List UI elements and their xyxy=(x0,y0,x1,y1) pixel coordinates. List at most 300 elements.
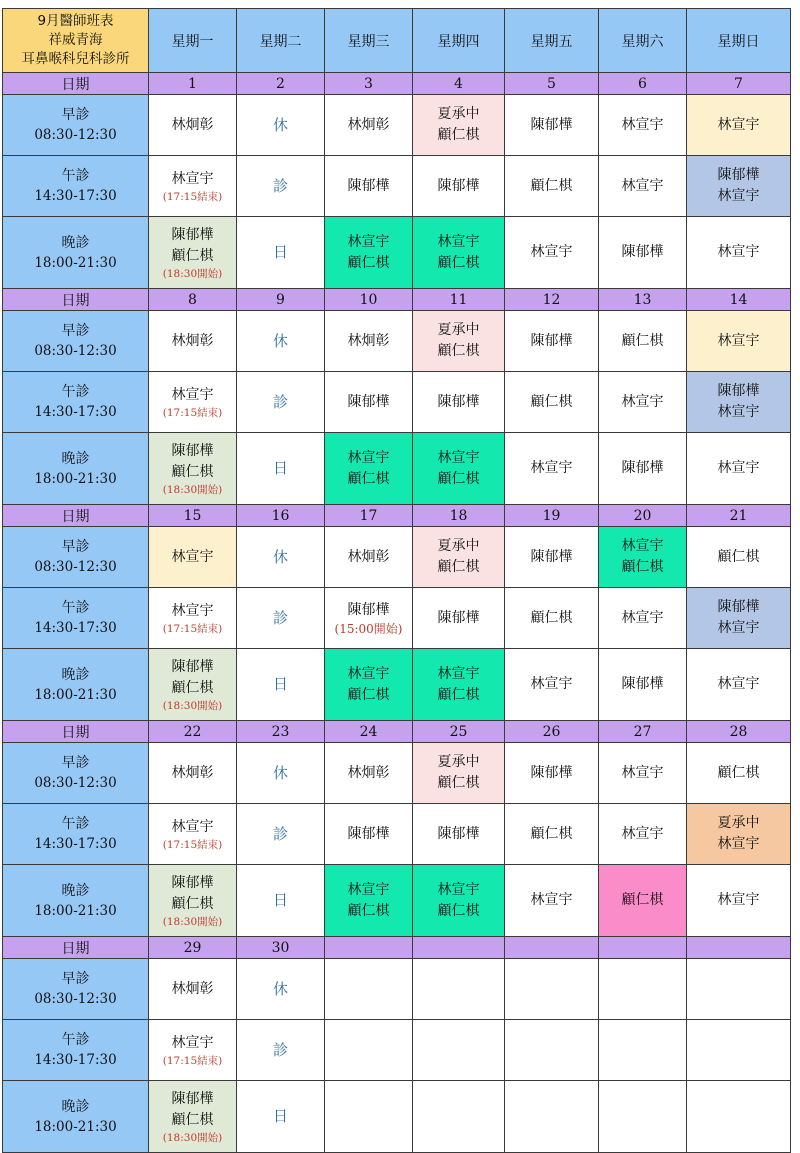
schedule-cell xyxy=(237,865,325,937)
doctor-name: 顧仁棋 xyxy=(530,177,573,194)
session-name: 晚診 xyxy=(61,234,90,251)
doctor-name: 陳郁樺 xyxy=(621,676,664,692)
doctor-name: 顧仁棋 xyxy=(530,393,573,410)
schedule-cell xyxy=(325,804,413,865)
session-label-cell xyxy=(3,743,149,804)
weekday-header-wed: 星期三 xyxy=(325,9,413,73)
session-time: 18:00-21:30 xyxy=(34,686,117,703)
doctor-name: 林宣宇 xyxy=(530,244,573,260)
schedule-cell xyxy=(413,527,505,588)
date-number: 14 xyxy=(687,289,791,311)
schedule-cell xyxy=(505,311,599,372)
date-number: 2 xyxy=(237,73,325,95)
schedule-cell xyxy=(149,433,237,505)
doctor-name: 陳郁樺 xyxy=(347,393,390,410)
schedule-cell xyxy=(505,1081,599,1153)
doctor-name: 林宣宇 xyxy=(347,449,390,466)
date-label: 日期 xyxy=(3,73,149,95)
doctor-name: 顧仁棋 xyxy=(717,548,760,565)
schedule-cell xyxy=(325,959,413,1020)
schedule-cell xyxy=(237,1081,325,1153)
doctor-name: 陳郁樺 xyxy=(437,825,480,842)
session-row xyxy=(3,743,791,804)
schedule-cell xyxy=(149,959,237,1020)
doctor-name: 顧仁棋 xyxy=(437,686,480,703)
session-time: 18:00-21:30 xyxy=(34,902,117,919)
schedule-cell xyxy=(413,865,505,937)
schedule-cell xyxy=(325,865,413,937)
schedule-cell xyxy=(687,1081,791,1153)
doctor-name: 林宣宇 xyxy=(717,188,760,204)
date-number: 28 xyxy=(687,721,791,743)
doctor-name: 陳郁樺 xyxy=(347,177,390,194)
doctor-name: 林宣宇 xyxy=(717,332,760,349)
schedule-cell xyxy=(687,959,791,1020)
doctor-name: 林宣宇 xyxy=(171,1034,214,1051)
schedule-cell xyxy=(413,156,505,217)
session-label-cell xyxy=(3,804,149,865)
schedule-cell xyxy=(413,959,505,1020)
date-row xyxy=(3,937,791,959)
doctor-name: 林宣宇 xyxy=(347,233,390,250)
date-row xyxy=(3,721,791,743)
doctor-name: 夏承中 xyxy=(437,106,480,122)
schedule-cell xyxy=(687,95,791,156)
doctor-name: 林宣宇 xyxy=(171,602,214,619)
schedule-cell xyxy=(687,372,791,433)
schedule-cell xyxy=(237,217,325,289)
doctor-name: 林宣宇 xyxy=(171,386,214,403)
doctor-name: 顧仁棋 xyxy=(171,1111,214,1128)
closed-day-char: 診 xyxy=(272,392,288,411)
date-number: 27 xyxy=(599,721,687,743)
schedule-cell xyxy=(599,743,687,804)
doctor-name: 林宣宇 xyxy=(347,665,390,682)
closed-day-char: 日 xyxy=(272,243,288,261)
date-number: 4 xyxy=(413,73,505,95)
time-note: (18:30開始) xyxy=(162,1131,223,1144)
schedule-cell xyxy=(505,865,599,937)
doctor-name: 林宣宇 xyxy=(717,460,760,476)
session-label-cell xyxy=(3,1081,149,1153)
schedule-cell xyxy=(149,311,237,372)
schedule-cell xyxy=(413,743,505,804)
date-number: 30 xyxy=(237,937,325,959)
session-row xyxy=(3,95,791,156)
date-number: 20 xyxy=(599,505,687,527)
session-time: 08:30-12:30 xyxy=(34,127,117,143)
session-label-cell xyxy=(3,217,149,289)
session-time: 14:30-17:30 xyxy=(34,1052,117,1068)
doctor-name: 顧仁棋 xyxy=(437,127,480,143)
doctor-name: 顧仁棋 xyxy=(437,254,480,271)
date-number: 12 xyxy=(505,289,599,311)
schedule-cell xyxy=(599,372,687,433)
schedule-cell xyxy=(687,804,791,865)
doctor-name: 顧仁棋 xyxy=(437,559,480,575)
date-label: 日期 xyxy=(3,289,149,311)
date-number: 25 xyxy=(413,721,505,743)
doctor-name: 顧仁棋 xyxy=(437,775,480,791)
schedule-cell xyxy=(237,804,325,865)
closed-day-char: 診 xyxy=(272,176,288,195)
schedule-cell xyxy=(325,1081,413,1153)
session-label-cell xyxy=(3,959,149,1020)
date-number xyxy=(687,937,791,959)
weekday-header-tue: 星期二 xyxy=(237,9,325,73)
doctor-name: 林炯彰 xyxy=(171,764,214,781)
schedule-cell xyxy=(413,433,505,505)
doctor-name: 陳郁樺 xyxy=(171,1090,214,1107)
date-number: 5 xyxy=(505,73,599,95)
date-number: 22 xyxy=(149,721,237,743)
doctor-name: 顧仁棋 xyxy=(171,679,214,696)
session-name: 午診 xyxy=(61,600,90,616)
doctor-name: 顧仁棋 xyxy=(437,343,480,359)
doctor-name: 陳郁樺 xyxy=(437,177,480,194)
schedule-cell xyxy=(505,217,599,289)
schedule-cell xyxy=(687,649,791,721)
schedule-cell xyxy=(237,1020,325,1081)
date-label: 日期 xyxy=(3,937,149,959)
session-row xyxy=(3,311,791,372)
doctor-name: 林炯彰 xyxy=(171,332,214,349)
time-note: (18:30開始) xyxy=(162,699,223,712)
session-name: 午診 xyxy=(61,168,90,184)
time-note: (17:15結束) xyxy=(162,838,223,851)
session-label-cell xyxy=(3,649,149,721)
clinic-name-line: 耳鼻喉科兒科診所 xyxy=(21,51,130,67)
schedule-cell xyxy=(149,95,237,156)
doctor-name: 林炯彰 xyxy=(347,548,390,565)
doctor-name: 林宣宇 xyxy=(530,460,573,476)
date-number: 13 xyxy=(599,289,687,311)
closed-day-char: 日 xyxy=(272,675,288,693)
session-row xyxy=(3,372,791,433)
date-label: 日期 xyxy=(3,505,149,527)
schedule-cell xyxy=(149,804,237,865)
session-row xyxy=(3,588,791,649)
doctor-name: 陳郁樺 xyxy=(717,599,760,615)
schedule-cell xyxy=(325,433,413,505)
schedule-cell xyxy=(505,527,599,588)
doctor-name: 林宣宇 xyxy=(171,548,214,565)
schedule-cell xyxy=(149,1020,237,1081)
doctor-name: 林宣宇 xyxy=(717,676,760,692)
schedule-cell xyxy=(149,372,237,433)
schedule-cell xyxy=(237,95,325,156)
schedule-cell xyxy=(325,95,413,156)
closed-day-char: 日 xyxy=(272,891,288,909)
date-number: 1 xyxy=(149,73,237,95)
time-note: (18:30開始) xyxy=(162,915,223,928)
schedule-cell xyxy=(237,527,325,588)
schedule-cell xyxy=(599,433,687,505)
doctor-name: 顧仁棋 xyxy=(347,470,390,487)
schedule-cell xyxy=(325,1020,413,1081)
schedule-cell xyxy=(505,95,599,156)
schedule-cell xyxy=(325,156,413,217)
doctor-name: 林宣宇 xyxy=(171,170,214,187)
date-number: 29 xyxy=(149,937,237,959)
doctor-name: 夏承中 xyxy=(437,538,480,554)
session-row xyxy=(3,527,791,588)
schedule-cell xyxy=(687,1020,791,1081)
doctor-name: 林炯彰 xyxy=(347,116,390,133)
time-note: (17:15結束) xyxy=(162,622,223,635)
date-row xyxy=(3,73,791,95)
session-label-cell xyxy=(3,156,149,217)
schedule-cell xyxy=(325,588,413,649)
schedule-cell xyxy=(413,372,505,433)
schedule-cell xyxy=(413,311,505,372)
closed-day-char: 診 xyxy=(272,824,288,843)
schedule-cell xyxy=(325,372,413,433)
session-row xyxy=(3,1081,791,1153)
time-note: (18:30開始) xyxy=(162,483,223,496)
doctor-name: 顧仁棋 xyxy=(621,559,664,575)
doctor-name: 陳郁樺 xyxy=(437,393,480,410)
doctor-name: 林宣宇 xyxy=(717,892,760,908)
date-number: 10 xyxy=(325,289,413,311)
schedule-cell xyxy=(505,156,599,217)
date-number: 6 xyxy=(599,73,687,95)
doctor-name: 陳郁樺 xyxy=(530,116,573,133)
schedule-cell xyxy=(413,217,505,289)
closed-day-char: 休 xyxy=(272,115,288,134)
session-name: 早診 xyxy=(61,107,90,123)
closed-day-char: 日 xyxy=(272,1107,288,1125)
weekday-header-sat: 星期六 xyxy=(599,9,687,73)
doctor-name: 林宣宇 xyxy=(437,233,480,250)
doctor-name: 林炯彰 xyxy=(171,980,214,997)
session-name: 午診 xyxy=(61,816,90,832)
date-row xyxy=(3,505,791,527)
date-number: 19 xyxy=(505,505,599,527)
session-time: 08:30-12:30 xyxy=(34,559,117,575)
schedule-cell xyxy=(599,1020,687,1081)
doctor-name: 陳郁樺 xyxy=(530,332,573,349)
doctor-name: 夏承中 xyxy=(437,754,480,770)
schedule-cell xyxy=(599,156,687,217)
session-row xyxy=(3,217,791,289)
schedule-cell xyxy=(599,311,687,372)
schedule-cell xyxy=(149,1081,237,1153)
schedule-cell xyxy=(413,95,505,156)
doctor-name: 陳郁樺 xyxy=(530,548,573,565)
schedule-cell xyxy=(149,649,237,721)
schedule-cell xyxy=(325,217,413,289)
schedule-cell xyxy=(505,959,599,1020)
doctor-name: 林宣宇 xyxy=(171,818,214,835)
doctor-name: 陳郁樺 xyxy=(621,244,664,260)
schedule-cell xyxy=(413,1020,505,1081)
time-note: (15:00開始) xyxy=(334,621,403,636)
schedule-cell xyxy=(599,649,687,721)
schedule-cell xyxy=(599,217,687,289)
session-row xyxy=(3,1020,791,1081)
schedule-cell xyxy=(325,527,413,588)
date-number xyxy=(325,937,413,959)
doctor-name: 陳郁樺 xyxy=(171,658,214,675)
session-time: 08:30-12:30 xyxy=(34,991,117,1007)
doctor-name: 夏承中 xyxy=(437,322,480,338)
closed-day-char: 休 xyxy=(272,979,288,998)
schedule-cell xyxy=(149,156,237,217)
doctor-name: 林宣宇 xyxy=(621,393,664,410)
session-label-cell xyxy=(3,311,149,372)
session-time: 18:00-21:30 xyxy=(34,470,117,487)
time-note: (17:15結束) xyxy=(162,190,223,203)
doctor-name: 顧仁棋 xyxy=(621,892,664,908)
doctor-name: 陳郁樺 xyxy=(530,764,573,781)
session-time: 14:30-17:30 xyxy=(34,836,117,852)
schedule-title-cell xyxy=(3,9,149,73)
schedule-cell xyxy=(599,865,687,937)
doctor-name: 陳郁樺 xyxy=(621,460,664,476)
schedule-title-line-1: 9月醫師班表 xyxy=(37,13,114,29)
session-time: 18:00-21:30 xyxy=(34,254,117,271)
date-number: 24 xyxy=(325,721,413,743)
schedule-cell xyxy=(599,804,687,865)
doctor-name: 陳郁樺 xyxy=(717,383,760,399)
date-number: 9 xyxy=(237,289,325,311)
doctor-name: 顧仁棋 xyxy=(530,825,573,842)
schedule-cell xyxy=(599,95,687,156)
schedule-cell xyxy=(237,743,325,804)
doctor-name: 林宣宇 xyxy=(717,404,760,420)
doctor-name: 林宣宇 xyxy=(437,881,480,898)
doctor-name: 顧仁棋 xyxy=(347,902,390,919)
doctor-name: 顧仁棋 xyxy=(717,764,760,781)
session-row xyxy=(3,433,791,505)
date-number xyxy=(505,937,599,959)
session-name: 午診 xyxy=(61,1032,90,1048)
schedule-cell xyxy=(413,649,505,721)
doctor-name: 林炯彰 xyxy=(171,116,214,133)
schedule-cell xyxy=(505,433,599,505)
date-number xyxy=(413,937,505,959)
date-number: 18 xyxy=(413,505,505,527)
date-number: 26 xyxy=(505,721,599,743)
doctor-name: 林炯彰 xyxy=(347,764,390,781)
session-time: 14:30-17:30 xyxy=(34,620,117,636)
date-number: 23 xyxy=(237,721,325,743)
session-label-cell xyxy=(3,372,149,433)
session-name: 晚診 xyxy=(61,1098,90,1115)
doctor-name: 顧仁棋 xyxy=(347,254,390,271)
schedule-title-line-2: 祥威青海 xyxy=(48,32,103,48)
weekday-header-thu: 星期四 xyxy=(413,9,505,73)
doctor-name: 林宣宇 xyxy=(717,620,760,636)
doctor-name: 顧仁棋 xyxy=(530,609,573,626)
weekday-header-sun: 星期日 xyxy=(687,9,791,73)
schedule-cell xyxy=(413,588,505,649)
schedule-cell xyxy=(687,527,791,588)
schedule-cell xyxy=(149,588,237,649)
closed-day-char: 休 xyxy=(272,331,288,350)
session-label-cell xyxy=(3,433,149,505)
doctor-name: 林宣宇 xyxy=(621,764,664,781)
doctor-name: 林宣宇 xyxy=(717,244,760,260)
doctor-name: 林宣宇 xyxy=(530,676,573,692)
doctor-name: 林宣宇 xyxy=(347,881,390,898)
schedule-cell xyxy=(505,372,599,433)
session-name: 晚診 xyxy=(61,666,90,683)
schedule-cell xyxy=(687,588,791,649)
doctor-name: 林宣宇 xyxy=(621,177,664,194)
time-note: (17:15結束) xyxy=(162,406,223,419)
doctor-name: 陳郁樺 xyxy=(347,601,390,618)
schedule-cell xyxy=(413,804,505,865)
session-label-cell xyxy=(3,865,149,937)
doctor-name: 林宣宇 xyxy=(621,825,664,842)
schedule-cell xyxy=(687,311,791,372)
schedule-cell xyxy=(505,743,599,804)
schedule-cell xyxy=(505,649,599,721)
schedule-cell xyxy=(505,804,599,865)
schedule-cell xyxy=(687,743,791,804)
session-row xyxy=(3,156,791,217)
date-row xyxy=(3,289,791,311)
schedule-cell xyxy=(687,865,791,937)
session-time: 18:00-21:30 xyxy=(34,1118,117,1135)
closed-day-char: 診 xyxy=(272,608,288,627)
session-name: 晚診 xyxy=(61,882,90,899)
schedule-cell xyxy=(237,649,325,721)
doctor-name: 林宣宇 xyxy=(437,665,480,682)
session-name: 午診 xyxy=(61,384,90,400)
doctor-name: 顧仁棋 xyxy=(621,332,664,349)
doctor-name: 顧仁棋 xyxy=(171,247,214,264)
schedule-cell xyxy=(149,527,237,588)
doctor-name: 顧仁棋 xyxy=(171,463,214,480)
date-number: 15 xyxy=(149,505,237,527)
schedule-cell xyxy=(505,1020,599,1081)
schedule-cell xyxy=(237,156,325,217)
closed-day-char: 診 xyxy=(272,1040,288,1059)
weekday-header-fri: 星期五 xyxy=(505,9,599,73)
session-label-cell xyxy=(3,588,149,649)
doctor-name: 林宣宇 xyxy=(621,609,664,626)
schedule-cell xyxy=(599,1081,687,1153)
time-note: (17:15結束) xyxy=(162,1054,223,1067)
time-note: (18:30開始) xyxy=(162,267,223,280)
session-row xyxy=(3,959,791,1020)
doctor-name: 陳郁樺 xyxy=(171,442,214,459)
session-time: 14:30-17:30 xyxy=(34,188,117,204)
session-name: 早診 xyxy=(61,539,90,555)
date-label: 日期 xyxy=(3,721,149,743)
schedule-cell xyxy=(599,959,687,1020)
schedule-cell xyxy=(149,743,237,804)
closed-day-char: 休 xyxy=(272,763,288,782)
date-number: 7 xyxy=(687,73,791,95)
session-name: 晚診 xyxy=(61,450,90,467)
session-time: 08:30-12:30 xyxy=(34,775,117,791)
doctor-name: 林宣宇 xyxy=(717,116,760,133)
schedule-table xyxy=(2,8,791,1153)
date-number: 3 xyxy=(325,73,413,95)
schedule-cell xyxy=(599,527,687,588)
date-number: 21 xyxy=(687,505,791,527)
doctor-name: 顧仁棋 xyxy=(437,470,480,487)
session-name: 早診 xyxy=(61,323,90,339)
doctor-name: 陳郁樺 xyxy=(437,609,480,626)
doctor-name: 林宣宇 xyxy=(437,449,480,466)
schedule-cell xyxy=(237,588,325,649)
doctor-name: 林宣宇 xyxy=(621,116,664,133)
